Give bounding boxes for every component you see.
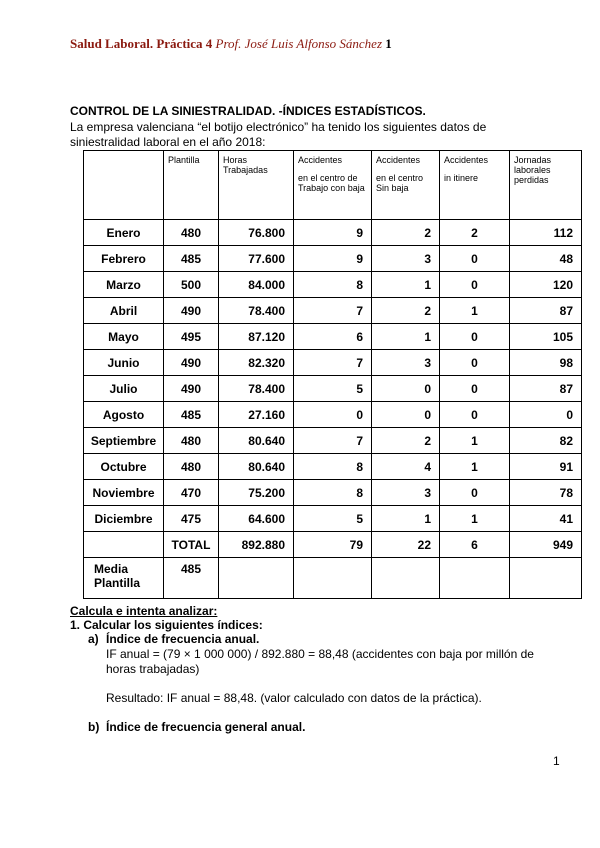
- itinere-cell: 1: [440, 428, 510, 454]
- item-a-title: Índice de frecuencia anual.: [106, 632, 260, 646]
- item-b-label: b): [88, 720, 100, 734]
- itinere-cell: 2: [440, 220, 510, 246]
- month-cell: Diciembre: [84, 506, 164, 532]
- month-cell: Junio: [84, 350, 164, 376]
- table-row: [84, 350, 582, 376]
- itinere-cell: 1: [440, 298, 510, 324]
- horas-cell: 87.120: [219, 324, 294, 350]
- acc-baja-cell: 6: [294, 324, 372, 350]
- jornadas-cell: 82: [510, 428, 582, 454]
- total-horas: 892.880: [219, 532, 294, 558]
- jornadas-cell: 41: [510, 506, 582, 532]
- table-row: [84, 402, 582, 428]
- header-acc-baja-sub: en el centro de Trabajo con baja: [298, 173, 365, 193]
- media-empty-cell: [372, 558, 440, 599]
- acc-sinbaja-cell: 3: [372, 480, 440, 506]
- header-acc-baja-title: Accidentes: [298, 155, 343, 165]
- header-course: Salud Laboral. Práctica 4: [70, 36, 213, 51]
- media-label: Media Plantilla: [84, 558, 164, 599]
- acc-sinbaja-cell: 0: [372, 402, 440, 428]
- plantilla-cell: 490: [164, 298, 219, 324]
- header-author: Prof. José Luis Alfonso Sánchez: [215, 36, 382, 51]
- header-itinere-title: Accidentes: [444, 155, 489, 165]
- month-cell: Enero: [84, 220, 164, 246]
- plantilla-cell: 485: [164, 402, 219, 428]
- itinere-cell: 0: [440, 246, 510, 272]
- media-empty-cell: [219, 558, 294, 599]
- plantilla-cell: 490: [164, 350, 219, 376]
- month-cell: Octubre: [84, 454, 164, 480]
- plantilla-cell: 480: [164, 220, 219, 246]
- horas-cell: 27.160: [219, 402, 294, 428]
- acc-baja-cell: 8: [294, 272, 372, 298]
- itinere-cell: 0: [440, 272, 510, 298]
- month-cell: Julio: [84, 376, 164, 402]
- acc-baja-cell: 7: [294, 298, 372, 324]
- total-acc-baja: 79: [294, 532, 372, 558]
- jornadas-cell: 98: [510, 350, 582, 376]
- total-acc-sinbaja: 22: [372, 532, 440, 558]
- plantilla-cell: 480: [164, 428, 219, 454]
- header-itinere: [440, 151, 510, 220]
- header-acc-sinbaja-sub: en el centro Sin baja: [376, 173, 424, 193]
- acc-baja-cell: 7: [294, 428, 372, 454]
- jornadas-cell: 112: [510, 220, 582, 246]
- acc-sinbaja-cell: 0: [372, 376, 440, 402]
- header-acc-baja: [294, 151, 372, 220]
- month-cell: Noviembre: [84, 480, 164, 506]
- item-a-formula: IF anual = (79 × 1 000 000) / 892.880 = 88,48 (accidentes con baja por millón de horas trabajadas): [106, 647, 534, 676]
- jornadas-cell: 87: [510, 298, 582, 324]
- item-a-label: a): [88, 632, 99, 646]
- plantilla-cell: 480: [164, 454, 219, 480]
- acc-sinbaja-cell: 3: [372, 246, 440, 272]
- table-row: [84, 506, 582, 532]
- header-horas: Horas Trabajadas: [219, 151, 294, 220]
- table-row: [84, 272, 582, 298]
- media-empty-cell: [440, 558, 510, 599]
- acc-sinbaja-cell: 2: [372, 298, 440, 324]
- header-empty-cell: [84, 151, 164, 220]
- media-row: [84, 558, 582, 599]
- horas-cell: 75.200: [219, 480, 294, 506]
- item-a-result: Resultado: IF anual = 88,48. (valor calculado con datos de la práctica).: [106, 691, 482, 705]
- jornadas-cell: 120: [510, 272, 582, 298]
- itinere-cell: 0: [440, 376, 510, 402]
- acc-baja-cell: 9: [294, 220, 372, 246]
- header-plantilla: Plantilla: [164, 151, 219, 220]
- media-empty-cell: [510, 558, 582, 599]
- table-header-row: [84, 151, 582, 220]
- month-cell: Mayo: [84, 324, 164, 350]
- plantilla-cell: 495: [164, 324, 219, 350]
- jornadas-cell: 78: [510, 480, 582, 506]
- header-jornadas: Jornadas laborales perdidas: [510, 151, 582, 220]
- header-acc-sinbaja: [372, 151, 440, 220]
- page-number: 1: [553, 754, 560, 768]
- acc-baja-cell: 8: [294, 454, 372, 480]
- horas-cell: 77.600: [219, 246, 294, 272]
- horas-cell: 78.400: [219, 376, 294, 402]
- total-empty-cell: [84, 532, 164, 558]
- acc-baja-cell: 5: [294, 376, 372, 402]
- table-row: [84, 220, 582, 246]
- horas-cell: 76.800: [219, 220, 294, 246]
- table-row: [84, 298, 582, 324]
- jornadas-cell: 105: [510, 324, 582, 350]
- jornadas-cell: 0: [510, 402, 582, 428]
- document-title: CONTROL DE LA SINIESTRALIDAD. -ÍNDICES ESTADÍSTICOS.: [70, 104, 426, 118]
- acc-sinbaja-cell: 4: [372, 454, 440, 480]
- horas-cell: 84.000: [219, 272, 294, 298]
- header-acc-sinbaja-title: Accidentes: [376, 155, 421, 165]
- header-itinere-sub: in itinere: [444, 173, 479, 183]
- total-jornadas: 949: [510, 532, 582, 558]
- task-item-1: 1. Calcular los siguientes índices:: [70, 618, 263, 632]
- total-row: [84, 532, 582, 558]
- plantilla-cell: 500: [164, 272, 219, 298]
- itinere-cell: 0: [440, 402, 510, 428]
- jornadas-cell: 48: [510, 246, 582, 272]
- acc-sinbaja-cell: 1: [372, 272, 440, 298]
- total-label: TOTAL: [164, 532, 219, 558]
- horas-cell: 80.640: [219, 428, 294, 454]
- header-page: 1: [385, 36, 392, 51]
- horas-cell: 78.400: [219, 298, 294, 324]
- page-header: [70, 36, 392, 52]
- plantilla-cell: 485: [164, 246, 219, 272]
- table-row: [84, 246, 582, 272]
- section-heading: [70, 604, 217, 618]
- month-cell: Abril: [84, 298, 164, 324]
- acc-sinbaja-cell: 3: [372, 350, 440, 376]
- item-b-title: Índice de frecuencia general anual.: [106, 720, 306, 734]
- month-cell: Septiembre: [84, 428, 164, 454]
- month-cell: Febrero: [84, 246, 164, 272]
- horas-cell: 64.600: [219, 506, 294, 532]
- itinere-cell: 1: [440, 454, 510, 480]
- jornadas-cell: 87: [510, 376, 582, 402]
- table-row: [84, 324, 582, 350]
- acc-baja-cell: 5: [294, 506, 372, 532]
- horas-cell: 82.320: [219, 350, 294, 376]
- itinere-cell: 0: [440, 480, 510, 506]
- itinere-cell: 0: [440, 350, 510, 376]
- month-cell: Marzo: [84, 272, 164, 298]
- media-empty-cell: [294, 558, 372, 599]
- total-itinere: 6: [440, 532, 510, 558]
- table-row: [84, 376, 582, 402]
- horas-cell: 80.640: [219, 454, 294, 480]
- siniestralidad-table: [83, 150, 582, 599]
- plantilla-cell: 470: [164, 480, 219, 506]
- acc-baja-cell: 0: [294, 402, 372, 428]
- acc-baja-cell: 8: [294, 480, 372, 506]
- acc-sinbaja-cell: 1: [372, 324, 440, 350]
- jornadas-cell: 91: [510, 454, 582, 480]
- acc-baja-cell: 9: [294, 246, 372, 272]
- plantilla-cell: 475: [164, 506, 219, 532]
- section-heading-text: Calcula e intenta analizar:: [70, 604, 218, 618]
- itinere-cell: 0: [440, 324, 510, 350]
- month-cell: Agosto: [84, 402, 164, 428]
- table-row: [84, 428, 582, 454]
- intro-paragraph: La empresa valenciana “el botijo electrónico” ha tenido los siguientes datos de siniestralidad laboral en el año 2018:: [70, 120, 487, 149]
- media-value: 485: [164, 558, 219, 599]
- table-row: [84, 454, 582, 480]
- itinere-cell: 1: [440, 506, 510, 532]
- table-row: [84, 480, 582, 506]
- plantilla-cell: 490: [164, 376, 219, 402]
- acc-sinbaja-cell: 2: [372, 220, 440, 246]
- acc-sinbaja-cell: 1: [372, 506, 440, 532]
- acc-sinbaja-cell: 2: [372, 428, 440, 454]
- acc-baja-cell: 7: [294, 350, 372, 376]
